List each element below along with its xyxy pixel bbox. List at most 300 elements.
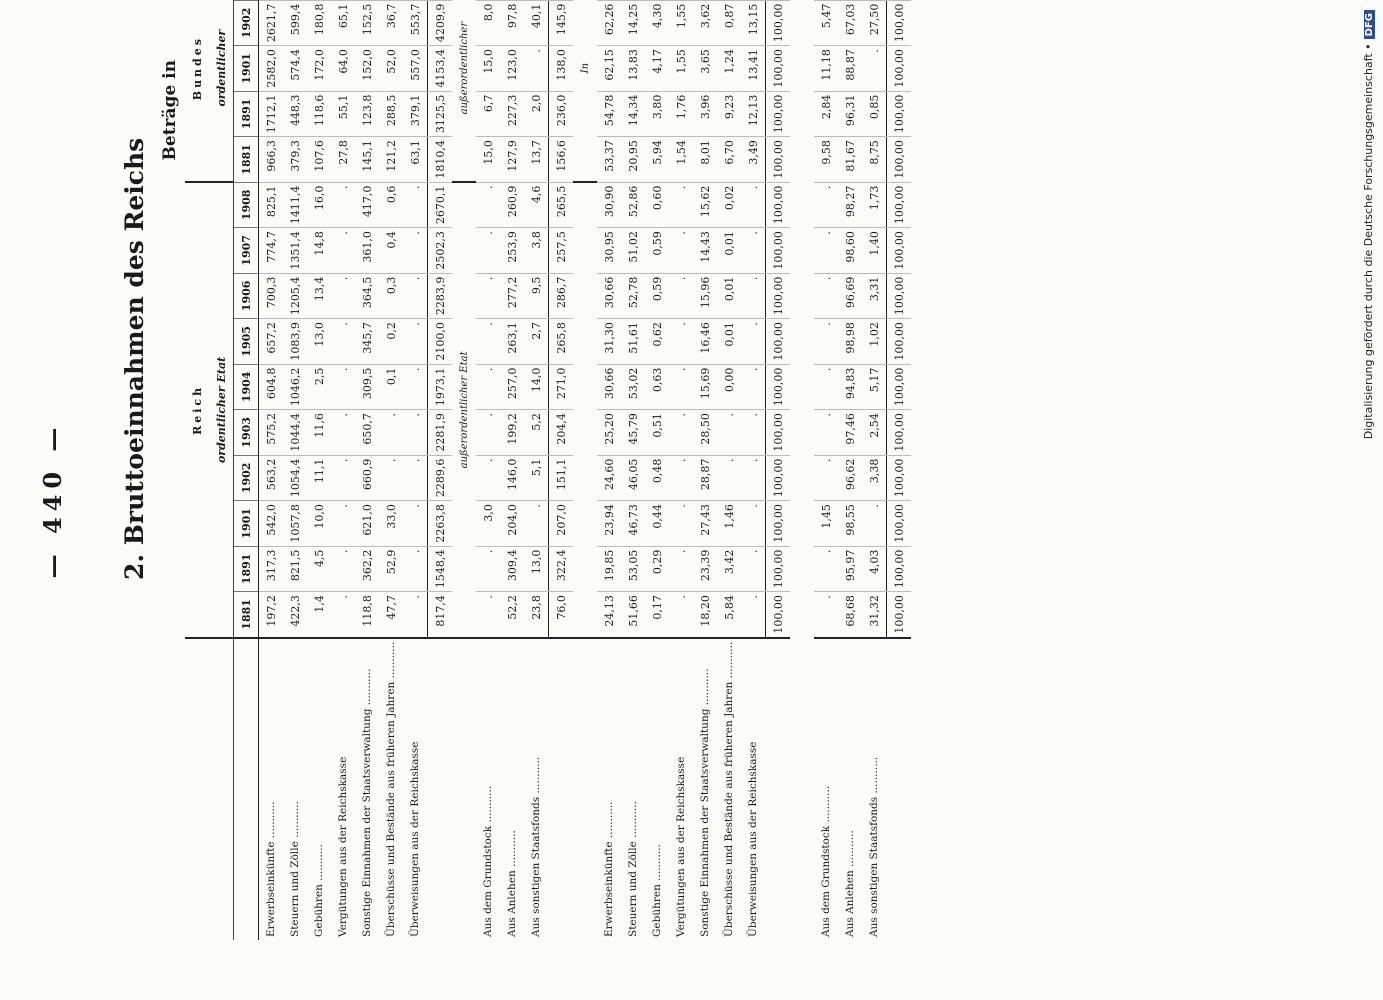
row-label: Gebühren ........... — [645, 638, 669, 940]
cell-bund: 123,0 — [500, 46, 524, 92]
cell-bund: . — [524, 46, 549, 92]
cell-bund: 966,3 — [259, 137, 284, 183]
cell-bund: 13,41 — [741, 46, 766, 92]
row-label: Überweisungen aus der Reichskasse — [403, 638, 428, 940]
cell-reich: 260,9 — [500, 182, 524, 228]
cell-bund: 557,0 — [403, 46, 428, 92]
cell-reich: . — [476, 182, 500, 228]
watermark-text: Digitalisierung gefördert durch die Deutsche Forschungsgemeinschaft • — [1362, 43, 1375, 440]
cell-reich: . — [331, 182, 355, 228]
cell-reich: . — [331, 455, 355, 501]
cell-bund: 4209,9 — [428, 0, 453, 46]
row-label: Steuern und Zölle ........... — [621, 638, 645, 940]
cell-reich: 100,00 — [766, 410, 791, 456]
cell-reich: 1973,1 — [428, 364, 453, 410]
cell-reich: 51,66 — [626, 595, 640, 627]
cell-reich: 1351,4 — [283, 228, 307, 274]
cell-reich: 263,1 — [500, 319, 524, 365]
cell-bund: 156,6 — [549, 137, 574, 183]
cell-reich: 31,32 — [867, 595, 881, 627]
cell-bund: 379,1 — [403, 91, 428, 137]
cell-reich: 28,50 — [693, 410, 717, 456]
cell-reich: . — [741, 273, 766, 319]
cell-bund: 40,1 — [524, 0, 549, 46]
cell-bund: 8,75 — [862, 137, 887, 183]
table-row — [741, 0, 766, 940]
cell-reich: 3,42 — [717, 546, 741, 592]
cell-bund: 100,00 — [766, 91, 791, 137]
cell-reich: 309,4 — [500, 546, 524, 592]
cell-reich: 1083,9 — [283, 319, 307, 365]
cell-reich: . — [669, 228, 693, 274]
cell-reich: . — [814, 319, 838, 365]
cell-reich: 5,84 — [722, 595, 736, 620]
cell-reich: 817,4 — [428, 592, 453, 638]
cell-reich: 100,00 — [766, 228, 791, 274]
cell-bund: 152,5 — [355, 0, 379, 46]
cell-reich: 417,0 — [355, 182, 379, 228]
dfg-logo: DFG — [1364, 10, 1375, 39]
cell-reich: 1,46 — [717, 501, 741, 547]
cell-bund: 127,9 — [500, 137, 524, 183]
total-row — [887, 0, 912, 940]
cell-reich: 2263,8 — [428, 501, 453, 547]
cell-reich: 100,00 — [766, 455, 791, 501]
cell-bund: 65,1 — [331, 0, 355, 46]
cell-reich: 95,97 — [838, 546, 862, 592]
row-label: Vergütungen aus der Reichskasse — [669, 638, 693, 940]
cell-reich: 94,83 — [838, 364, 862, 410]
cell-reich: . — [669, 546, 693, 592]
cell-reich: 0,60 — [645, 182, 669, 228]
group-bundes: Bundes — [185, 0, 209, 182]
cell-bund: 36,7 — [379, 0, 403, 46]
cell-bund: 138,0 — [549, 46, 574, 92]
subhead-ausser: außerordentlicher Etat — [458, 351, 470, 469]
cell-bund: 20,95 — [621, 137, 645, 183]
cell-reich: . — [741, 364, 766, 410]
cell-reich: 30,66 — [597, 364, 621, 410]
cell-reich: . — [862, 501, 887, 547]
cell-reich: 24,13 — [602, 595, 616, 627]
cell-reich: 1411,4 — [283, 182, 307, 228]
cell-reich: 563,2 — [259, 455, 284, 501]
cell-reich: . — [814, 364, 838, 410]
cell-reich: 100,00 — [766, 182, 791, 228]
cell-reich: 27,43 — [693, 501, 717, 547]
cell-reich: 14,43 — [693, 228, 717, 274]
cell-reich: 100,00 — [766, 273, 791, 319]
table-row — [693, 0, 717, 940]
cell-reich: . — [746, 595, 760, 599]
cell-bund: 1,24 — [717, 46, 741, 92]
dfg-watermark — [1362, 10, 1375, 439]
cell-reich: 621,0 — [355, 501, 379, 547]
cell-reich: 1,45 — [814, 501, 838, 547]
cell-bund: 88,87 — [838, 46, 862, 92]
cell-reich: 0,01 — [717, 228, 741, 274]
cell-bund: 0,85 — [862, 91, 887, 137]
cell-reich: . — [476, 273, 500, 319]
cell-reich: . — [741, 455, 766, 501]
cell-bund: 1,54 — [669, 137, 693, 183]
cell-reich: 100,00 — [766, 319, 791, 365]
cell-bund: 1810,4 — [428, 137, 453, 183]
cell-reich: . — [331, 410, 355, 456]
year-header-row — [234, 0, 259, 940]
cell-reich: 2100,0 — [428, 319, 453, 365]
cell-reich: . — [403, 501, 428, 547]
cell-reich: 364,5 — [355, 273, 379, 319]
cell-reich: 11,6 — [307, 410, 331, 456]
cell-reich: 309,5 — [355, 364, 379, 410]
cell-reich: 361,0 — [355, 228, 379, 274]
cell-bund: 54,78 — [597, 91, 621, 137]
cell-reich: 277,2 — [500, 273, 524, 319]
cell-reich: . — [717, 455, 741, 501]
table-row — [669, 0, 693, 940]
cell-bund: 121,2 — [379, 137, 403, 183]
cell-reich: . — [331, 273, 355, 319]
cell-reich: . — [669, 319, 693, 365]
table-row — [717, 0, 741, 940]
cell-reich: 2281,9 — [428, 410, 453, 456]
cell-bund: 63,1 — [403, 137, 428, 183]
page-subtitle: Beträge in — [160, 60, 180, 161]
cell-reich: . — [403, 546, 428, 592]
cell-bund: 14,25 — [621, 0, 645, 46]
cell-reich: 257,5 — [549, 228, 574, 274]
cell-reich: 422,3 — [288, 595, 302, 627]
row-label: Erwerbseinkünfte ........... — [597, 638, 621, 940]
cell-bund: 3,65 — [693, 46, 717, 92]
section-percent-ao — [790, 0, 911, 940]
cell-bund: 4,30 — [645, 0, 669, 46]
cell-reich: . — [403, 273, 428, 319]
year-header-reich: 1907 — [234, 228, 259, 274]
cell-reich: 3,0 — [476, 501, 500, 547]
cell-reich: 100,00 — [887, 546, 912, 592]
table-row — [645, 0, 669, 940]
row-label: Gebühren ........... — [307, 638, 331, 940]
cell-reich: 5,2 — [524, 410, 549, 456]
cell-reich: 13,0 — [307, 319, 331, 365]
total-row — [549, 0, 574, 940]
cell-reich: . — [814, 228, 838, 274]
cell-bund: 8,0 — [476, 0, 500, 46]
cell-reich: 265,5 — [549, 182, 574, 228]
cell-reich: 0,00 — [717, 364, 741, 410]
cell-bund: 62,26 — [597, 0, 621, 46]
cell-reich: . — [741, 228, 766, 274]
cell-reich: . — [379, 410, 403, 456]
row-label: Sonstige Einnahmen der Staatsverwaltung ........... — [693, 638, 717, 940]
cell-reich: 0,17 — [650, 595, 664, 620]
cell-bund: 4153,4 — [428, 46, 453, 92]
year-header-reich: 1908 — [234, 182, 259, 228]
cell-bund: 3125,5 — [428, 91, 453, 137]
cell-reich: 257,0 — [500, 364, 524, 410]
cell-bund: 15,0 — [476, 137, 500, 183]
cell-bund: 152,0 — [355, 46, 379, 92]
cell-reich: . — [331, 228, 355, 274]
cell-bund: 1,76 — [669, 91, 693, 137]
cell-reich: . — [674, 595, 688, 599]
year-header-bund: 1891 — [234, 91, 259, 137]
cell-reich: 1,02 — [862, 319, 887, 365]
cell-bund: 3,49 — [741, 137, 766, 183]
table-row — [403, 0, 428, 940]
cell-bund: 12,13 — [741, 91, 766, 137]
cell-reich: . — [669, 273, 693, 319]
cell-reich: 1057,8 — [283, 501, 307, 547]
subhead-ordentlich-bund: ordentlicher — [209, 0, 234, 182]
cell-reich: 0,02 — [717, 182, 741, 228]
year-header-reich: 1901 — [234, 501, 259, 547]
cell-reich: 3,31 — [862, 273, 887, 319]
cell-reich: 46,05 — [621, 455, 645, 501]
cell-reich: 16,46 — [693, 319, 717, 365]
cell-reich: 28,87 — [693, 455, 717, 501]
cell-reich: 18,20 — [698, 595, 712, 627]
cell-bund: 62,15 — [597, 46, 621, 92]
section-ao-header — [452, 0, 476, 940]
cell-reich: 10,0 — [307, 501, 331, 547]
cell-reich: 96,69 — [838, 273, 862, 319]
cell-reich: 15,96 — [693, 273, 717, 319]
row-label: Steuern und Zölle ........... — [283, 638, 307, 940]
cell-reich: 47,7 — [384, 595, 398, 620]
cell-reich: 2502,3 — [428, 228, 453, 274]
cell-bund: 55,1 — [331, 91, 355, 137]
table-row — [307, 0, 331, 940]
cell-reich: . — [741, 546, 766, 592]
cell-reich: 657,2 — [259, 319, 284, 365]
cell-reich: 53,02 — [621, 364, 645, 410]
section-in-header — [573, 0, 597, 940]
table-row — [862, 0, 887, 940]
cell-reich: 52,9 — [379, 546, 403, 592]
cell-reich: 0,01 — [717, 319, 741, 365]
subhead-ordentlich: ordentlicher Etat — [214, 356, 228, 464]
cell-bund: 6,70 — [717, 137, 741, 183]
cell-bund: 53,37 — [597, 137, 621, 183]
section-extraordinary — [452, 0, 573, 940]
page-title: 2. Bruttoeinnahmen des Reichs — [120, 137, 149, 580]
total-row — [766, 0, 791, 940]
cell-reich: 2,5 — [307, 364, 331, 410]
cell-reich: . — [481, 595, 495, 599]
row-label: Aus sonstigen Staatsfonds ........... — [862, 638, 887, 940]
cell-bund: 2,0 — [524, 91, 549, 137]
cell-reich: . — [403, 455, 428, 501]
row-label: Aus dem Grundstock ........... — [814, 638, 838, 940]
row-label: Aus dem Grundstock ........... — [476, 638, 500, 940]
cell-reich: 100,00 — [887, 592, 912, 638]
cell-reich: 16,0 — [307, 182, 331, 228]
cell-reich: 604,8 — [259, 364, 284, 410]
cell-bund: 14,34 — [621, 91, 645, 137]
year-header-reich: 1881 — [234, 592, 259, 638]
cell-reich: 0,29 — [645, 546, 669, 592]
cell-bund: 9,58 — [814, 137, 838, 183]
cell-bund: 100,00 — [766, 137, 791, 183]
row-label: Überschüsse und Bestände aus früheren Jahren ........... — [379, 638, 403, 940]
section-ordinary — [259, 0, 453, 940]
cell-reich: 52,78 — [621, 273, 645, 319]
cell-reich: . — [814, 410, 838, 456]
cell-reich: . — [403, 410, 428, 456]
cell-reich: 151,1 — [549, 455, 574, 501]
cell-reich: 97,46 — [838, 410, 862, 456]
total-row — [428, 0, 453, 940]
cell-reich: 0,3 — [379, 273, 403, 319]
cell-reich: 11,1 — [307, 455, 331, 501]
cell-reich: 31,30 — [597, 319, 621, 365]
cell-bund: 27,50 — [862, 0, 887, 46]
cell-reich: 30,90 — [597, 182, 621, 228]
cell-bund: 5,94 — [645, 137, 669, 183]
cell-reich: 15,62 — [693, 182, 717, 228]
cell-reich: 207,0 — [549, 501, 574, 547]
cell-reich: . — [741, 319, 766, 365]
cell-reich: 25,20 — [597, 410, 621, 456]
cell-reich: 100,00 — [766, 546, 791, 592]
cell-reich: 0,63 — [645, 364, 669, 410]
year-header-bund: 1901 — [234, 46, 259, 92]
cell-reich: 362,2 — [355, 546, 379, 592]
cell-reich: 51,61 — [621, 319, 645, 365]
cell-bund: 180,8 — [307, 0, 331, 46]
cell-bund: 599,4 — [283, 0, 307, 46]
cell-reich: . — [819, 595, 833, 599]
cell-bund: 145,9 — [549, 0, 574, 46]
table-row — [814, 0, 838, 940]
cell-reich: . — [669, 182, 693, 228]
row-label: Überweisungen aus der Reichskasse — [741, 638, 766, 940]
row-label: Überschüsse und Bestände aus früheren Jahren ........... — [717, 638, 741, 940]
cell-reich: . — [476, 228, 500, 274]
cell-bund: 11,18 — [814, 46, 838, 92]
cell-reich: 271,0 — [549, 364, 574, 410]
cell-reich: 825,1 — [259, 182, 284, 228]
section-in-label: In — [573, 0, 597, 182]
cell-bund: 3,62 — [693, 0, 717, 46]
cell-reich: . — [669, 455, 693, 501]
cell-reich: 118,8 — [360, 595, 374, 627]
cell-bund: 118,6 — [307, 91, 331, 137]
cell-reich: 650,7 — [355, 410, 379, 456]
year-header-reich: 1904 — [234, 364, 259, 410]
cell-reich: 4,5 — [307, 546, 331, 592]
cell-reich: . — [331, 501, 355, 547]
cell-reich: . — [814, 546, 838, 592]
cell-reich: 23,8 — [529, 595, 543, 620]
year-header-reich: 1903 — [234, 410, 259, 456]
cell-reich: 3,38 — [862, 455, 887, 501]
cell-reich: 821,5 — [283, 546, 307, 592]
cell-reich: 5,1 — [524, 455, 549, 501]
cell-reich: 0,59 — [645, 228, 669, 274]
cell-reich: 98,60 — [838, 228, 862, 274]
cell-reich: 96,62 — [838, 455, 862, 501]
cell-reich: 2670,1 — [428, 182, 453, 228]
cell-bund: 100,00 — [887, 46, 912, 92]
cell-bund: 236,0 — [549, 91, 574, 137]
cell-reich: . — [403, 182, 428, 228]
cell-bund: 100,00 — [766, 46, 791, 92]
table-row — [476, 0, 500, 940]
table-row — [500, 0, 524, 940]
cell-reich: . — [403, 228, 428, 274]
cell-reich: 0,1 — [379, 364, 403, 410]
year-header-reich: 1891 — [234, 546, 259, 592]
row-label: Vergütungen aus der Reichskasse — [331, 638, 355, 940]
cell-reich: 45,79 — [621, 410, 645, 456]
cell-reich: . — [741, 501, 766, 547]
cell-reich: 146,0 — [500, 455, 524, 501]
cell-reich: 0,44 — [645, 501, 669, 547]
cell-reich: 100,00 — [887, 182, 912, 228]
cell-reich: 13,0 — [524, 546, 549, 592]
cell-bund: 3,96 — [693, 91, 717, 137]
cell-bund: 8,01 — [693, 137, 717, 183]
cell-reich: 100,00 — [887, 228, 912, 274]
cell-reich: 4,6 — [524, 182, 549, 228]
cell-reich: . — [669, 410, 693, 456]
cell-bund: 27,8 — [331, 137, 355, 183]
cell-reich: 68,68 — [843, 595, 857, 627]
table-row — [621, 0, 645, 940]
cell-reich: . — [741, 182, 766, 228]
cell-reich: 15,69 — [693, 364, 717, 410]
cell-bund: 107,6 — [307, 137, 331, 183]
cell-bund: 13,7 — [524, 137, 549, 183]
cell-bund: 553,7 — [403, 0, 428, 46]
cell-reich: . — [669, 364, 693, 410]
cell-reich: 0,4 — [379, 228, 403, 274]
cell-reich: 1548,4 — [428, 546, 453, 592]
cell-bund: 6,7 — [476, 91, 500, 137]
cell-reich: 0,2 — [379, 319, 403, 365]
cell-reich: 24,60 — [597, 455, 621, 501]
cell-reich: 33,0 — [379, 501, 403, 547]
cell-reich: 9,5 — [524, 273, 549, 319]
row-label-empty — [428, 638, 453, 940]
revenue-table — [185, 0, 911, 940]
cell-bund: 1712,1 — [259, 91, 284, 137]
cell-reich: 100,00 — [766, 592, 791, 638]
cell-reich: 5,17 — [862, 364, 887, 410]
cell-bund: 52,0 — [379, 46, 403, 92]
cell-reich: . — [408, 595, 422, 599]
cell-bund: 3,80 — [645, 91, 669, 137]
cell-bund: . — [862, 46, 887, 92]
year-header-reich: 1905 — [234, 319, 259, 365]
row-label: Erwerbseinkünfte ........... — [259, 638, 284, 940]
cell-reich: 1046,2 — [283, 364, 307, 410]
cell-bund: 0,87 — [717, 0, 741, 46]
cell-reich: 1,4 — [312, 595, 326, 613]
cell-reich: 0,01 — [717, 273, 741, 319]
spacer-row — [790, 0, 814, 940]
cell-reich: 0,59 — [645, 273, 669, 319]
cell-bund: 123,8 — [355, 91, 379, 137]
cell-reich: 2,54 — [862, 410, 887, 456]
cell-reich: 204,4 — [549, 410, 574, 456]
cell-reich: 100,00 — [887, 501, 912, 547]
cell-reich: 2289,6 — [428, 455, 453, 501]
